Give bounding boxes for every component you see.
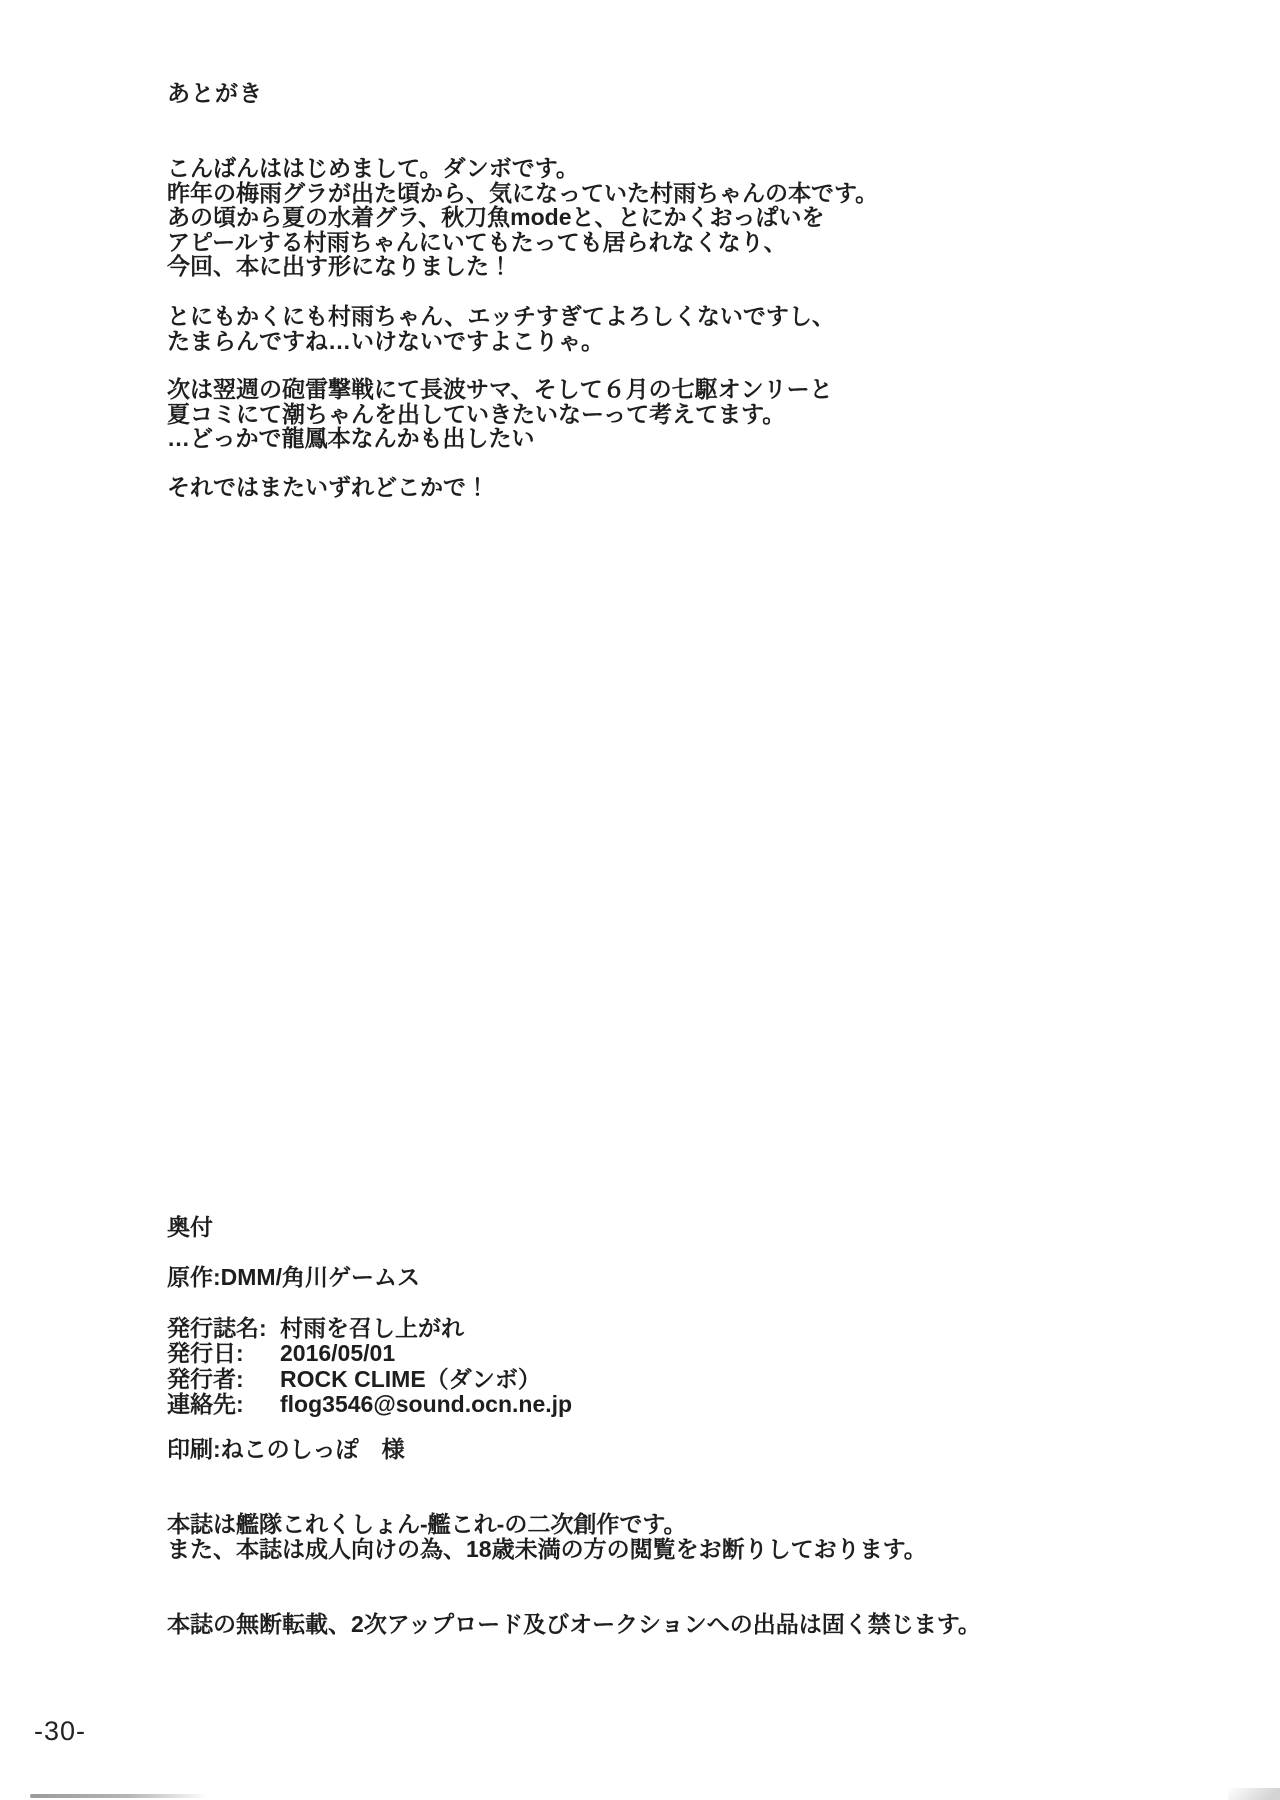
colophon-row-value: 2016/05/01 [280,1340,396,1367]
text-line: とにもかくにも村雨ちゃん、エッチすぎてよろしくないですし、 [167,303,835,329]
colophon-row-label: 連絡先: [167,1390,244,1417]
colophon-heading: 奥付 [167,1214,213,1240]
derivative-work-notice [167,1512,927,1561]
colophon-row-date [167,1341,572,1366]
colophon-row-publisher [167,1367,572,1392]
reproduction-prohibition-notice [167,1612,981,1637]
text-line: 本誌は艦隊これくしょん-艦これ-の二次創作です。 [167,1511,687,1537]
afterword-paragraph-2 [167,304,835,353]
text-line: こんばんははじめまして。ダンボです。 [167,155,579,181]
colophon-original-work: 原作:DMM/角川ゲームス [167,1264,420,1290]
text-line: …どっかで龍鳳本なんかも出したい [167,425,535,451]
afterword-paragraph-3 [167,377,833,451]
colophon-row-contact [167,1392,572,1417]
page-number: -30- [34,1716,87,1746]
colophon-row-value: ROCK CLIME（ダンボ） [280,1365,541,1392]
colophon-row-label: 発行誌名: [167,1315,267,1341]
colophon-row-label: 発行者: [167,1365,244,1392]
scan-artifact-bottom-left [30,1794,208,1798]
afterword-paragraph-1 [167,156,878,279]
colophon-row-value: flog3546@sound.ocn.ne.jp [280,1390,573,1417]
colophon-rows [167,1316,572,1417]
text-line: 次は翌週の砲雷撃戦にて長波サマ、そして６月の七駆オンリーと [167,376,833,402]
text-line: あの頃から夏の水着グラ、秋刀魚modeと、とにかくおっぱいを [167,204,825,230]
afterword-paragraph-4 [167,475,489,500]
colophon-row-value: 村雨を召し上がれ [280,1315,464,1341]
afterword-heading: あとがき [167,80,263,106]
text-line: アピールする村雨ちゃんにいてもたっても居られなくなり、 [167,228,787,255]
text-line: 昨年の梅雨グラが出た頃から、気になっていた村雨ちゃんの本です。 [167,179,879,206]
colophon-row-label: 発行日: [167,1340,244,1367]
colophon-row-title [167,1316,572,1341]
colophon-printer: 印刷:ねこのしっぽ 様 [167,1436,405,1462]
text-line: 今回、本に出す形になりました！ [167,253,512,279]
text-line: 本誌の無断転載、2次アップロード及びオークションへの出品は固く禁じます。 [167,1611,981,1637]
text-line: たまらんですね…いけないですよこりゃ。 [167,327,604,354]
scan-artifact-bottom-right [1228,1788,1280,1800]
text-line: また、本誌は成人向けの為、18歳未満の方の閲覧をお断りしております。 [167,1535,927,1562]
text-line: それではまたいずれどこかで！ [167,474,489,500]
text-line: 夏コミにて潮ちゃんを出していきたいなーって考えてます。 [167,400,786,427]
